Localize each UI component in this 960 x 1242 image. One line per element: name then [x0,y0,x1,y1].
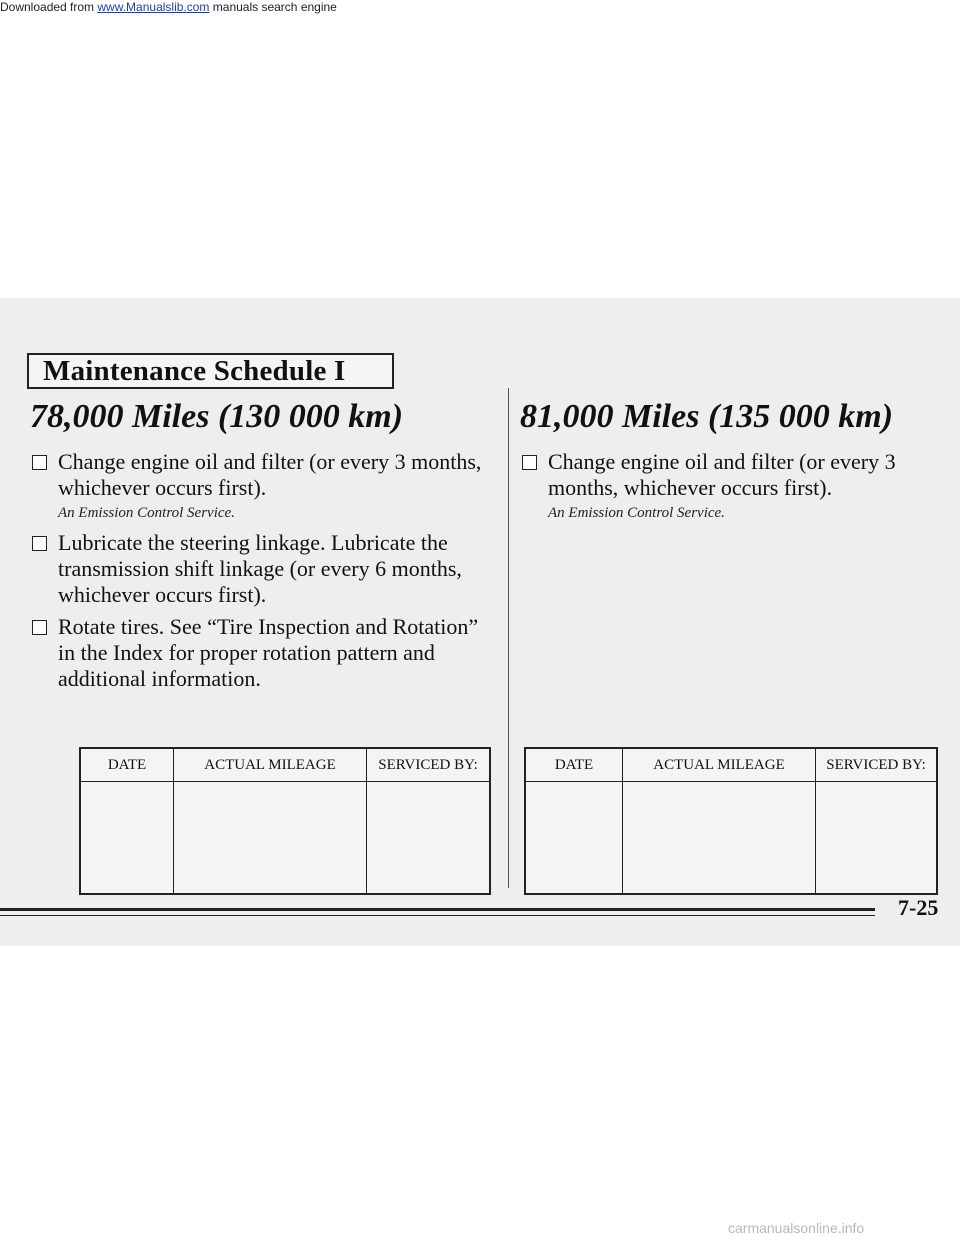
checkbox-icon[interactable] [522,455,537,470]
mileage-column-header: ACTUAL MILEAGE [623,748,816,782]
left-interval-heading: 78,000 Miles (130 000 km) [30,398,404,435]
mileage-cell[interactable] [174,782,367,895]
serviced-by-cell[interactable] [816,782,938,895]
download-header-prefix: Downloaded from [0,0,98,14]
right-service-log-table [524,747,938,895]
service-item-text: Lubricate the steering linkage. Lubricate the transmission shift linkage (or every 6 months, whichever occurs first). [58,530,462,608]
date-column-header: DATE [525,748,623,782]
right-column [520,398,940,530]
service-item [520,449,940,501]
manualslib-link[interactable]: www.Manualslib.com [97,0,210,14]
serviced-by-column-header: SERVICED BY: [367,748,491,782]
footer-rule [0,908,875,911]
service-item [30,449,500,501]
watermark-text: carmanualsonline.info [728,1220,865,1236]
download-header [0,0,337,14]
checkbox-icon[interactable] [32,536,47,551]
checkbox-icon[interactable] [32,620,47,635]
left-service-log-table [79,747,491,895]
service-item-text: Change engine oil and filter (or every 3 months, whichever occurs first). [58,449,482,501]
date-column-header: DATE [80,748,174,782]
serviced-by-column-header: SERVICED BY: [816,748,938,782]
section-title: Maintenance Schedule I [27,353,394,389]
checkbox-icon[interactable] [32,455,47,470]
left-column [30,398,500,698]
service-item [30,530,500,608]
right-interval-heading: 81,000 Miles (135 000 km) [520,398,894,435]
table-row [525,782,937,895]
table-row [80,782,490,895]
date-cell[interactable] [525,782,623,895]
service-item-text: Rotate tires. See “Tire Inspection and Rotation” in the Index for proper rotation pattern and additional information. [58,614,479,692]
date-cell[interactable] [80,782,174,895]
page-number: 7-25 [898,895,939,920]
service-item-text: Change engine oil and filter (or every 3 months, whichever occurs first). [548,449,896,501]
mileage-cell[interactable] [623,782,816,895]
column-divider [508,388,509,888]
emission-note: An Emission Control Service. [58,505,235,522]
service-item [30,614,500,692]
footer-rule-thin [0,915,875,916]
serviced-by-cell[interactable] [367,782,491,895]
download-header-suffix: manuals search engine [209,0,337,14]
mileage-column-header: ACTUAL MILEAGE [174,748,367,782]
manual-page [0,298,960,946]
emission-note: An Emission Control Service. [548,505,725,522]
